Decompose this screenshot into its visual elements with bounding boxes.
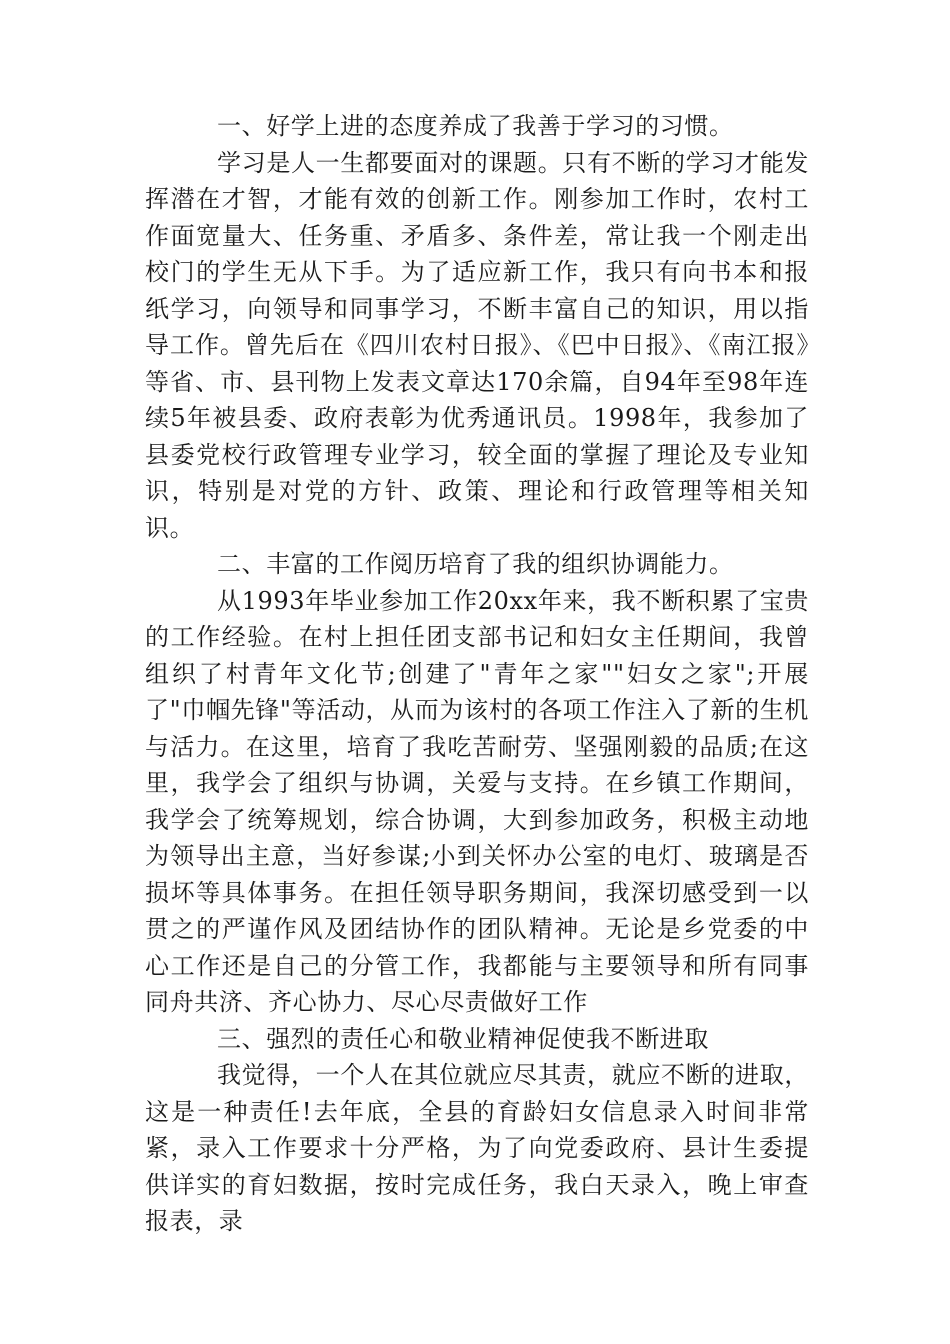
section-heading-2: 二、丰富的工作阅历培育了我的组织协调能力。 <box>217 550 734 578</box>
document-body <box>145 108 809 1240</box>
paragraph-experience: 从1993年毕业参加工作20xx年来，我不断积累了宝贵的工作经验。在村上担任团支部书记和妇女主任期间，我曾组织了村青年文化节;创建了"青年之家""妇女之家";开展了"巾帼先锋"等活动，从而为该村的各项工作注入了新的生机与活力。在这里，培育了我吃苦耐劳、坚强刚毅的品质;在这里，我学会了组织与协调，关爱与支持。在乡镇工作期间，我学会了统筹规划，综合协调，大到参加政务，积极主动地为领导出主意，当好参谋;小到关怀办公室的电灯、玻璃是否损坏等具体事务。在担任领导职务期间，我深切感受到一以贯之的严谨作风及团结协作的团队精神。无论是乡党委的中心工作还是自己的分管工作，我都能与主要领导和所有同事同舟共济、齐心协力、尽心尽责做好工作 <box>145 586 809 1016</box>
paragraph-responsibility: 我觉得，一个人在其位就应尽其责，就应不断的进取，这是一种责任!去年底，全县的育龄妇女信息录入时间非常紧，录入工作要求十分严格，为了向党委政府、县计生委提供详实的育妇数据，按时完成任务，我白天录入，晚上审查报表，录 <box>145 1061 809 1235</box>
section-heading-3: 三、强烈的责任心和敬业精神促使我不断进取 <box>217 1024 709 1053</box>
section-heading-1: 一、好学上进的态度养成了我善于学习的习惯。 <box>217 112 734 140</box>
paragraph-study: 学习是人一生都要面对的课题。只有不断的学习才能发挥潜在才智，才能有效的创新工作。刚参加工作时，农村工作面宽量大、任务重、矛盾多、条件差，常让我一个刚走出校门的学生无从下手。为了适应新工作，我只有向书本和报纸学习，向领导和同事学习，不断丰富自己的知识，用以指导工作。曾先后在《四川农村日报》、《巴中日报》、《南江报》等省、市、县刊物上发表文章达170余篇，自94年至98年连续5年被县委、政府表彰为优秀通讯员。1998年，我参加了县委党校行政管理专业学习，较全面的掌握了理论及专业知识，特别是对党的方针、政策、理论和行政管理等相关知识。 <box>145 148 809 542</box>
